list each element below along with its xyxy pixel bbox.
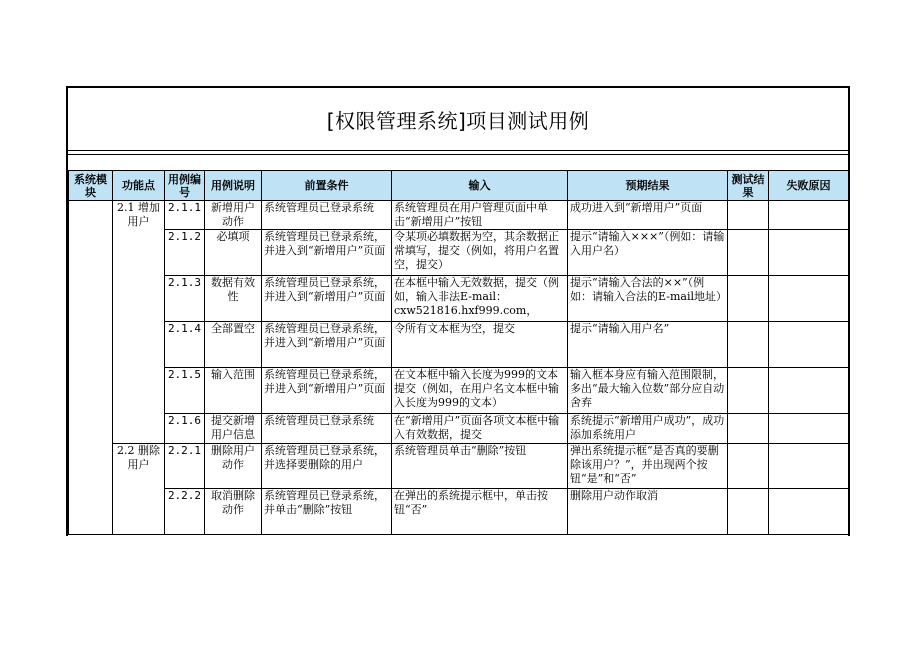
case-expected: 删除用户动作取消: [568, 489, 728, 535]
divider: [68, 154, 848, 155]
case-input: 在弹出的系统提示框中，单击按钮“否”: [392, 489, 568, 535]
col-header-result: 测试结果: [728, 171, 769, 201]
col-header-case-id: 用例编号: [165, 171, 205, 201]
case-expected: 输入框本身应有输入范围限制，多出“最大输入位数”部分应自动舍弃: [568, 368, 728, 414]
case-id: 2.1.1: [165, 201, 205, 230]
case-id: 2.2.2: [165, 489, 205, 535]
case-description: 必填项: [205, 230, 262, 276]
case-input: 令所有文本框为空，提交: [392, 322, 568, 368]
case-description: 提交新增用户信息: [205, 414, 262, 444]
test-case-table: [68, 170, 849, 535]
test-case-sheet: [66, 86, 850, 536]
case-id: 2.2.1: [165, 444, 205, 489]
col-header-module: 系统模块: [69, 171, 113, 201]
case-precondition: 系统管理员已登录系统，并进入到“新增用户”页面: [262, 276, 392, 322]
case-input: 在文本框中输入长度为999的文本提交（例如，在用户名文本框中输入长度为999的文本）: [392, 368, 568, 414]
case-failure-reason[interactable]: [769, 368, 849, 414]
case-description: 新增用户动作: [205, 201, 262, 230]
col-header-precondition: 前置条件: [262, 171, 392, 201]
feature-cell: 2.1 增加用户: [113, 201, 165, 444]
case-expected: 提示“请输入用户名”: [568, 322, 728, 368]
case-precondition: 系统管理员已登录系统，并进入到“新增用户”页面: [262, 322, 392, 368]
table-row: [69, 230, 849, 276]
case-precondition: 系统管理员已登录系统，并选择要删除的用户: [262, 444, 392, 489]
case-result[interactable]: [728, 201, 769, 230]
sheet-title: [权限管理系统]项目测试用例: [326, 108, 590, 133]
case-result[interactable]: [728, 230, 769, 276]
case-expected: 弹出系统提示框“是否真的要删除该用户？”，并出现两个按钮“是”和“否”: [568, 444, 728, 489]
case-failure-reason[interactable]: [769, 322, 849, 368]
case-failure-reason[interactable]: [769, 444, 849, 489]
table-row: [69, 489, 849, 535]
case-precondition: 系统管理员已登录系统，并进入到“新增用户”页面: [262, 368, 392, 414]
case-failure-reason[interactable]: [769, 276, 849, 322]
case-expected: 提示“请输入×××”（例如：请输入用户名）: [568, 230, 728, 276]
table-row: [69, 368, 849, 414]
case-input: 系统管理员在用户管理页面中单击“新增用户”按钮: [392, 201, 568, 230]
col-header-input: 输入: [392, 171, 568, 201]
case-failure-reason[interactable]: [769, 489, 849, 535]
case-id: 2.1.5: [165, 368, 205, 414]
case-expected: 成功进入到“新增用户”页面: [568, 201, 728, 230]
case-input: 在本框中输入无效数据，提交（例如，输入非法E-mail：cxw521816.hxf999.com，: [392, 276, 568, 322]
case-id: 2.1.2: [165, 230, 205, 276]
col-header-expected: 预期结果: [568, 171, 728, 201]
col-header-failure-reason: 失败原因: [769, 171, 849, 201]
table-row: [69, 322, 849, 368]
case-input: 令某项必填数据为空，其余数据正常填写，提交（例如，将用户名置空，提交）: [392, 230, 568, 276]
case-description: 取消删除动作: [205, 489, 262, 535]
case-failure-reason[interactable]: [769, 201, 849, 230]
case-precondition: 系统管理员已登录系统: [262, 201, 392, 230]
case-description: 删除用户动作: [205, 444, 262, 489]
case-result[interactable]: [728, 276, 769, 322]
case-description: 输入范围: [205, 368, 262, 414]
table-row: [69, 444, 849, 489]
case-result[interactable]: [728, 414, 769, 444]
case-input: 系统管理员单击“删除”按钮: [392, 444, 568, 489]
case-id: 2.1.6: [165, 414, 205, 444]
case-failure-reason[interactable]: [769, 230, 849, 276]
case-id: 2.1.4: [165, 322, 205, 368]
case-precondition: 系统管理员已登录系统: [262, 414, 392, 444]
case-input: 在“新增用户”页面各项文本框中输入有效数据，提交: [392, 414, 568, 444]
divider: [68, 150, 848, 151]
case-precondition: 系统管理员已登录系统，并单击“删除”按钮: [262, 489, 392, 535]
case-result[interactable]: [728, 444, 769, 489]
col-header-feature: 功能点: [113, 171, 165, 201]
case-result[interactable]: [728, 322, 769, 368]
module-cell: [69, 201, 113, 535]
table-row: [69, 201, 849, 230]
case-failure-reason[interactable]: [769, 414, 849, 444]
case-result[interactable]: [728, 368, 769, 414]
case-expected: 提示“请输入合法的××”（例如：请输入合法的E-mail地址）: [568, 276, 728, 322]
case-precondition: 系统管理员已登录系统，并进入到“新增用户”页面: [262, 230, 392, 276]
table-row: [69, 276, 849, 322]
col-header-description: 用例说明: [205, 171, 262, 201]
feature-cell: 2.2 删除用户: [113, 444, 165, 535]
header-row: [69, 171, 849, 201]
table-row: [69, 414, 849, 444]
case-expected: 系统提示“新增用户成功”，成功添加系统用户: [568, 414, 728, 444]
case-result[interactable]: [728, 489, 769, 535]
case-description: 全部置空: [205, 322, 262, 368]
case-description: 数据有效性: [205, 276, 262, 322]
case-id: 2.1.3: [165, 276, 205, 322]
